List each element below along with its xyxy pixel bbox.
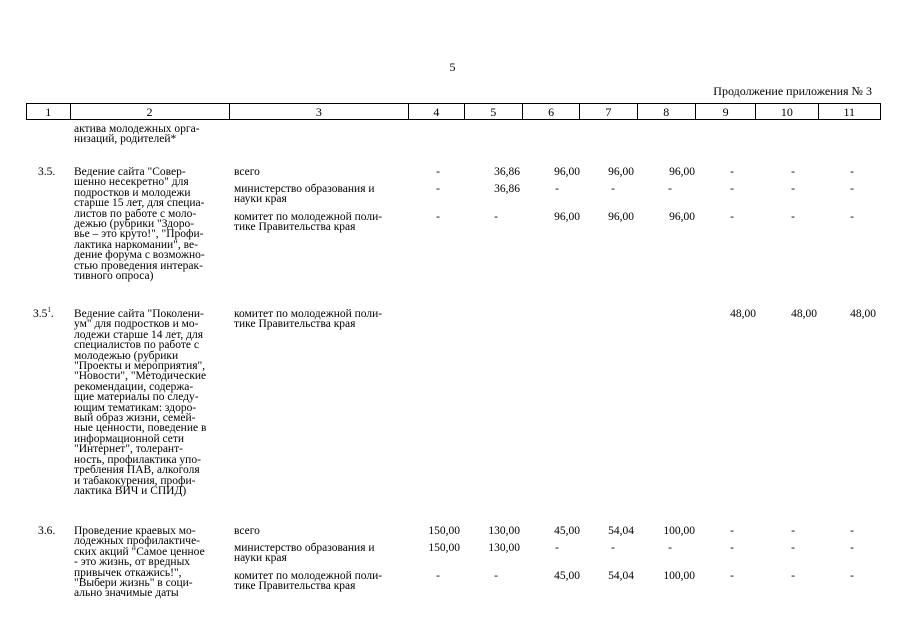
header-col-2: 2 [70, 104, 229, 120]
value-cell: 48,00 [730, 308, 756, 320]
row-description: Проведение краевых мо- лодежных профилактиче- ских акций "Самое ценное - это жизнь, от вредных привычек откажись!", "Выбери жизнь" в соци- ально значимые даты [74, 525, 205, 600]
value-cell: - [730, 211, 734, 223]
value-cell: - [730, 525, 734, 537]
value-cell: 130,00 [488, 525, 520, 537]
value-cell: - [791, 183, 795, 195]
value-cell: - [494, 570, 498, 582]
value-cell: 96,00 [669, 211, 695, 223]
value-cell: 36,86 [494, 183, 520, 195]
funding-source: министерство образования и науки края [234, 542, 375, 565]
value-cell: - [791, 211, 795, 223]
row-description: Ведение сайта "Поколени- ум" для подростков и мо- лодежи старше 14 лет, для специалистов по работе с молодежью (рубрики "Проекты и мероприятия", "Новости", "Методические рекомендации, содержа- щие материалы по следу- ющим тематикам: здоро- вый образ жизни, семей- ные ценности, поведение в информационной сети "Интернет", толерант- ность, профилактика упо- требления ПАВ, алкоголя и табакокурения, профи- лактика ВИЧ и СПИД) [74, 308, 207, 497]
value-cell: - [555, 542, 559, 554]
value-cell: 150,00 [428, 542, 460, 554]
value-cell: - [494, 211, 498, 223]
funding-source: всего [234, 525, 260, 537]
header-col-1: 1 [27, 104, 71, 120]
funding-source: комитет по молодежной поли- тике Правительства края [234, 211, 383, 234]
value-cell: - [668, 183, 672, 195]
value-cell: 96,00 [669, 166, 695, 178]
value-cell: 130,00 [488, 542, 520, 554]
row-number: 3.6. [38, 525, 56, 537]
value-cell: 96,00 [608, 166, 634, 178]
value-cell: 54,04 [608, 525, 634, 537]
row-number: $3.5^1$. [33, 306, 54, 320]
value-cell: 54,04 [608, 570, 634, 582]
value-cell: 100,00 [663, 525, 695, 537]
value-cell: - [730, 570, 734, 582]
row-number-superscript: 1 [47, 306, 51, 315]
continuation-note: Продолжение приложения № 3 [713, 84, 872, 98]
value-cell: - [850, 525, 854, 537]
value-cell: - [611, 183, 615, 195]
value-cell: - [555, 183, 559, 195]
value-cell: 48,00 [850, 308, 876, 320]
value-cell: - [850, 211, 854, 223]
value-cell: - [730, 183, 734, 195]
value-cell: - [850, 183, 854, 195]
value-cell: 96,00 [554, 166, 580, 178]
header-col-5: 5 [464, 104, 522, 120]
value-cell: - [436, 183, 440, 195]
value-cell: - [850, 570, 854, 582]
page-number: 5 [449, 60, 456, 74]
value-cell: - [436, 166, 440, 178]
header-col-3: 3 [229, 104, 409, 120]
funding-source: комитет по молодежной поли- тике Правительства края [234, 308, 383, 331]
header-col-11: 11 [818, 104, 880, 120]
value-cell: 48,00 [791, 308, 817, 320]
value-cell: - [436, 570, 440, 582]
value-cell: - [791, 570, 795, 582]
value-cell: 150,00 [428, 525, 460, 537]
column-number-header [26, 103, 881, 120]
value-cell: 45,00 [554, 570, 580, 582]
value-cell: - [850, 542, 854, 554]
value-cell: 96,00 [554, 211, 580, 223]
value-cell: 36,86 [494, 166, 520, 178]
header-col-6: 6 [522, 104, 579, 120]
header-col-7: 7 [580, 104, 637, 120]
funding-source: комитет по молодежной поли- тике Правительства края [234, 570, 383, 593]
funding-source: министерство образования и науки края [234, 183, 375, 206]
value-cell: 100,00 [663, 570, 695, 582]
value-cell: - [791, 525, 795, 537]
value-cell: 96,00 [608, 211, 634, 223]
value-cell: - [668, 542, 672, 554]
value-cell: - [791, 542, 795, 554]
value-cell: - [436, 211, 440, 223]
header-col-10: 10 [756, 104, 818, 120]
header-col-9: 9 [695, 104, 755, 120]
value-cell: - [611, 542, 615, 554]
value-cell: - [730, 166, 734, 178]
value-cell: - [730, 542, 734, 554]
funding-source: всего [234, 166, 260, 178]
value-cell: - [791, 166, 795, 178]
value-cell: - [850, 166, 854, 178]
header-col-8: 8 [637, 104, 695, 120]
carry-over-description: актива молодежных орга- низаций, родителей* [74, 123, 200, 146]
row-description: Ведение сайта "Совер- шенно несекретно" для подростков и молодежи старше 15 лет, для специа- листов по работе с моло- дежью (рубрики "Здоро- вье – это круто!", "Профи- лактика наркомании", ве- дение форума с возможно- стью проведения интерак- тивного опроса) [74, 166, 205, 283]
header-col-4: 4 [409, 104, 464, 120]
row-number: 3.5. [38, 166, 56, 178]
value-cell: 45,00 [554, 525, 580, 537]
